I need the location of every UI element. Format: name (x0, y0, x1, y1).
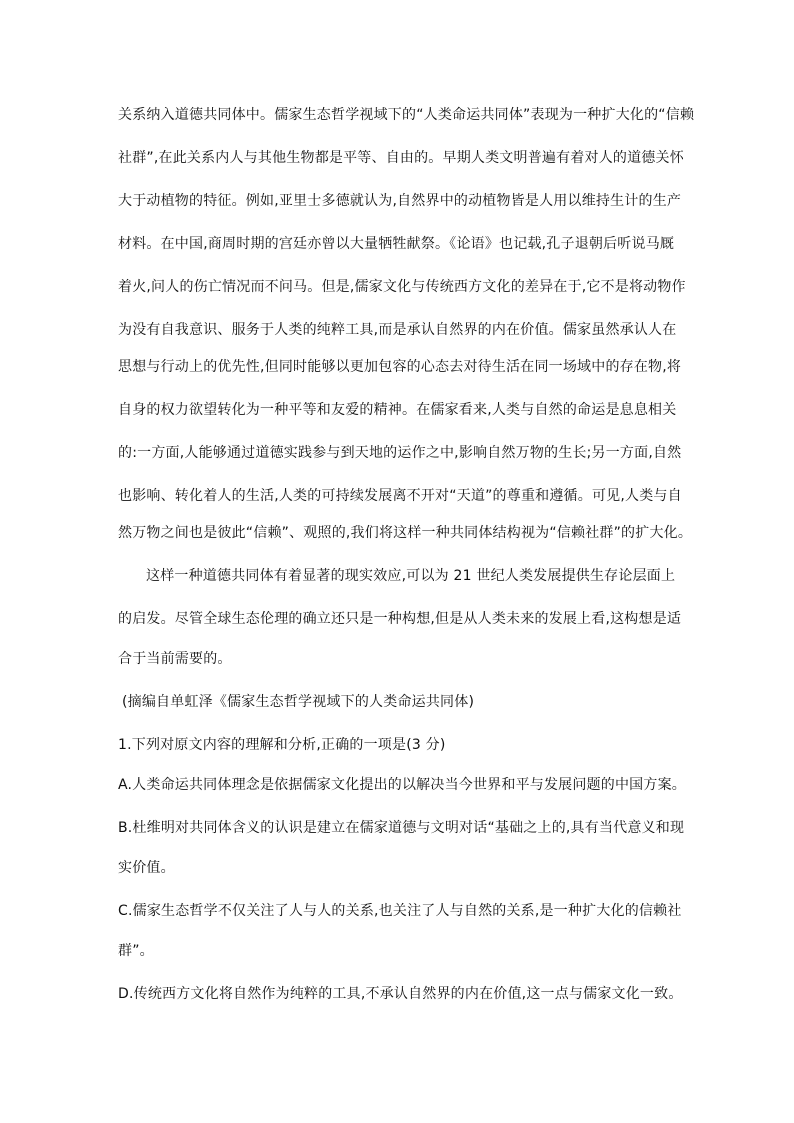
option-d: D.传统西方文化将自然作为纯粹的工具,不承认自然界的内在价值,这一点与儒家文化一致。 (118, 986, 683, 1002)
option-b-continued: 实价值。 (118, 860, 175, 876)
paragraph-line: 的:一方面,人能够通过道德实践参与到天地的运作之中,影响自然万物的生长;另一方面,自然 (118, 445, 682, 461)
paragraph-line: 社群”,在此关系内人与其他生物都是平等、自由的。早期人类文明普遍有着对人的道德关怀 (118, 150, 684, 166)
paragraph-line: 这样一种道德共同体有着显著的现实效应,可以为 21 世纪人类发展提供生存论层面上 (146, 568, 676, 584)
paragraph-line: 关系纳入道德共同体中。儒家生态哲学视域下的“人类命运共同体”表现为一种扩大化的“信赖 (118, 107, 695, 123)
paragraph-line: 合于当前需要的。 (118, 651, 232, 667)
paragraph-line: 思想与行动上的优先性,但同时能够以更加包容的心态去对待生活在同一场域中的存在物,将 (118, 359, 682, 375)
paragraph-line: 自身的权力欲望转化为一种平等和友爱的精神。在儒家看来,人类与自然的命运是息息相关 (118, 402, 677, 418)
paragraph-line: 然万物之间也是彼此“信赖”、观照的,我们将这样一种共同体结构视为“信赖社群”的扩大化。 (118, 525, 693, 541)
paragraph-line: 材料。在中国,商周时期的宫廷亦曾以大量牺牲献祭。《论语》也记载,孔子退朝后听说马厩 (118, 236, 675, 252)
source-citation: (摘编自单虹泽《儒家生态哲学视域下的人类命运共同体) (122, 694, 475, 710)
question-stem: 1.下列对原文内容的理解和分析,正确的一项是(3 分) (118, 737, 446, 753)
paragraph-line: 也影响、转化着人的生活,人类的可持续发展离不开对“天道”的尊重和遵循。可见,人类与自 (118, 488, 682, 504)
paragraph-line: 的启发。尽管全球生态伦理的确立还只是一种构想,但是从人类未来的发展上看,这构想是适 (118, 611, 682, 627)
option-c-continued: 群”。 (118, 943, 154, 959)
paragraph-line: 为没有自我意识、服务于人类的纯粹工具,而是承认自然界的内在价值。儒家虽然承认人在 (118, 322, 677, 338)
option-b: B.杜维明对共同体含义的认识是建立在儒家道德与文明对话“基础之上的,具有当代意义和现 (118, 820, 685, 836)
paragraph-line: 着火,问人的伤亡情况而不问马。但是,儒家文化与传统西方文化的差异在于,它不是将动物作 (118, 279, 686, 295)
paragraph-line: 大于动植物的特征。例如,亚里士多德就认为,自然界中的动植物皆是人用以维持生计的生产 (118, 193, 682, 209)
option-a: A.人类命运共同体理念是依据儒家文化提出的以解决当今世界和平与发展问题的中国方案。 (118, 777, 686, 793)
option-c: C.儒家生态哲学不仅关注了人与人的关系,也关注了人与自然的关系,是一种扩大化的信赖社 (118, 903, 682, 919)
